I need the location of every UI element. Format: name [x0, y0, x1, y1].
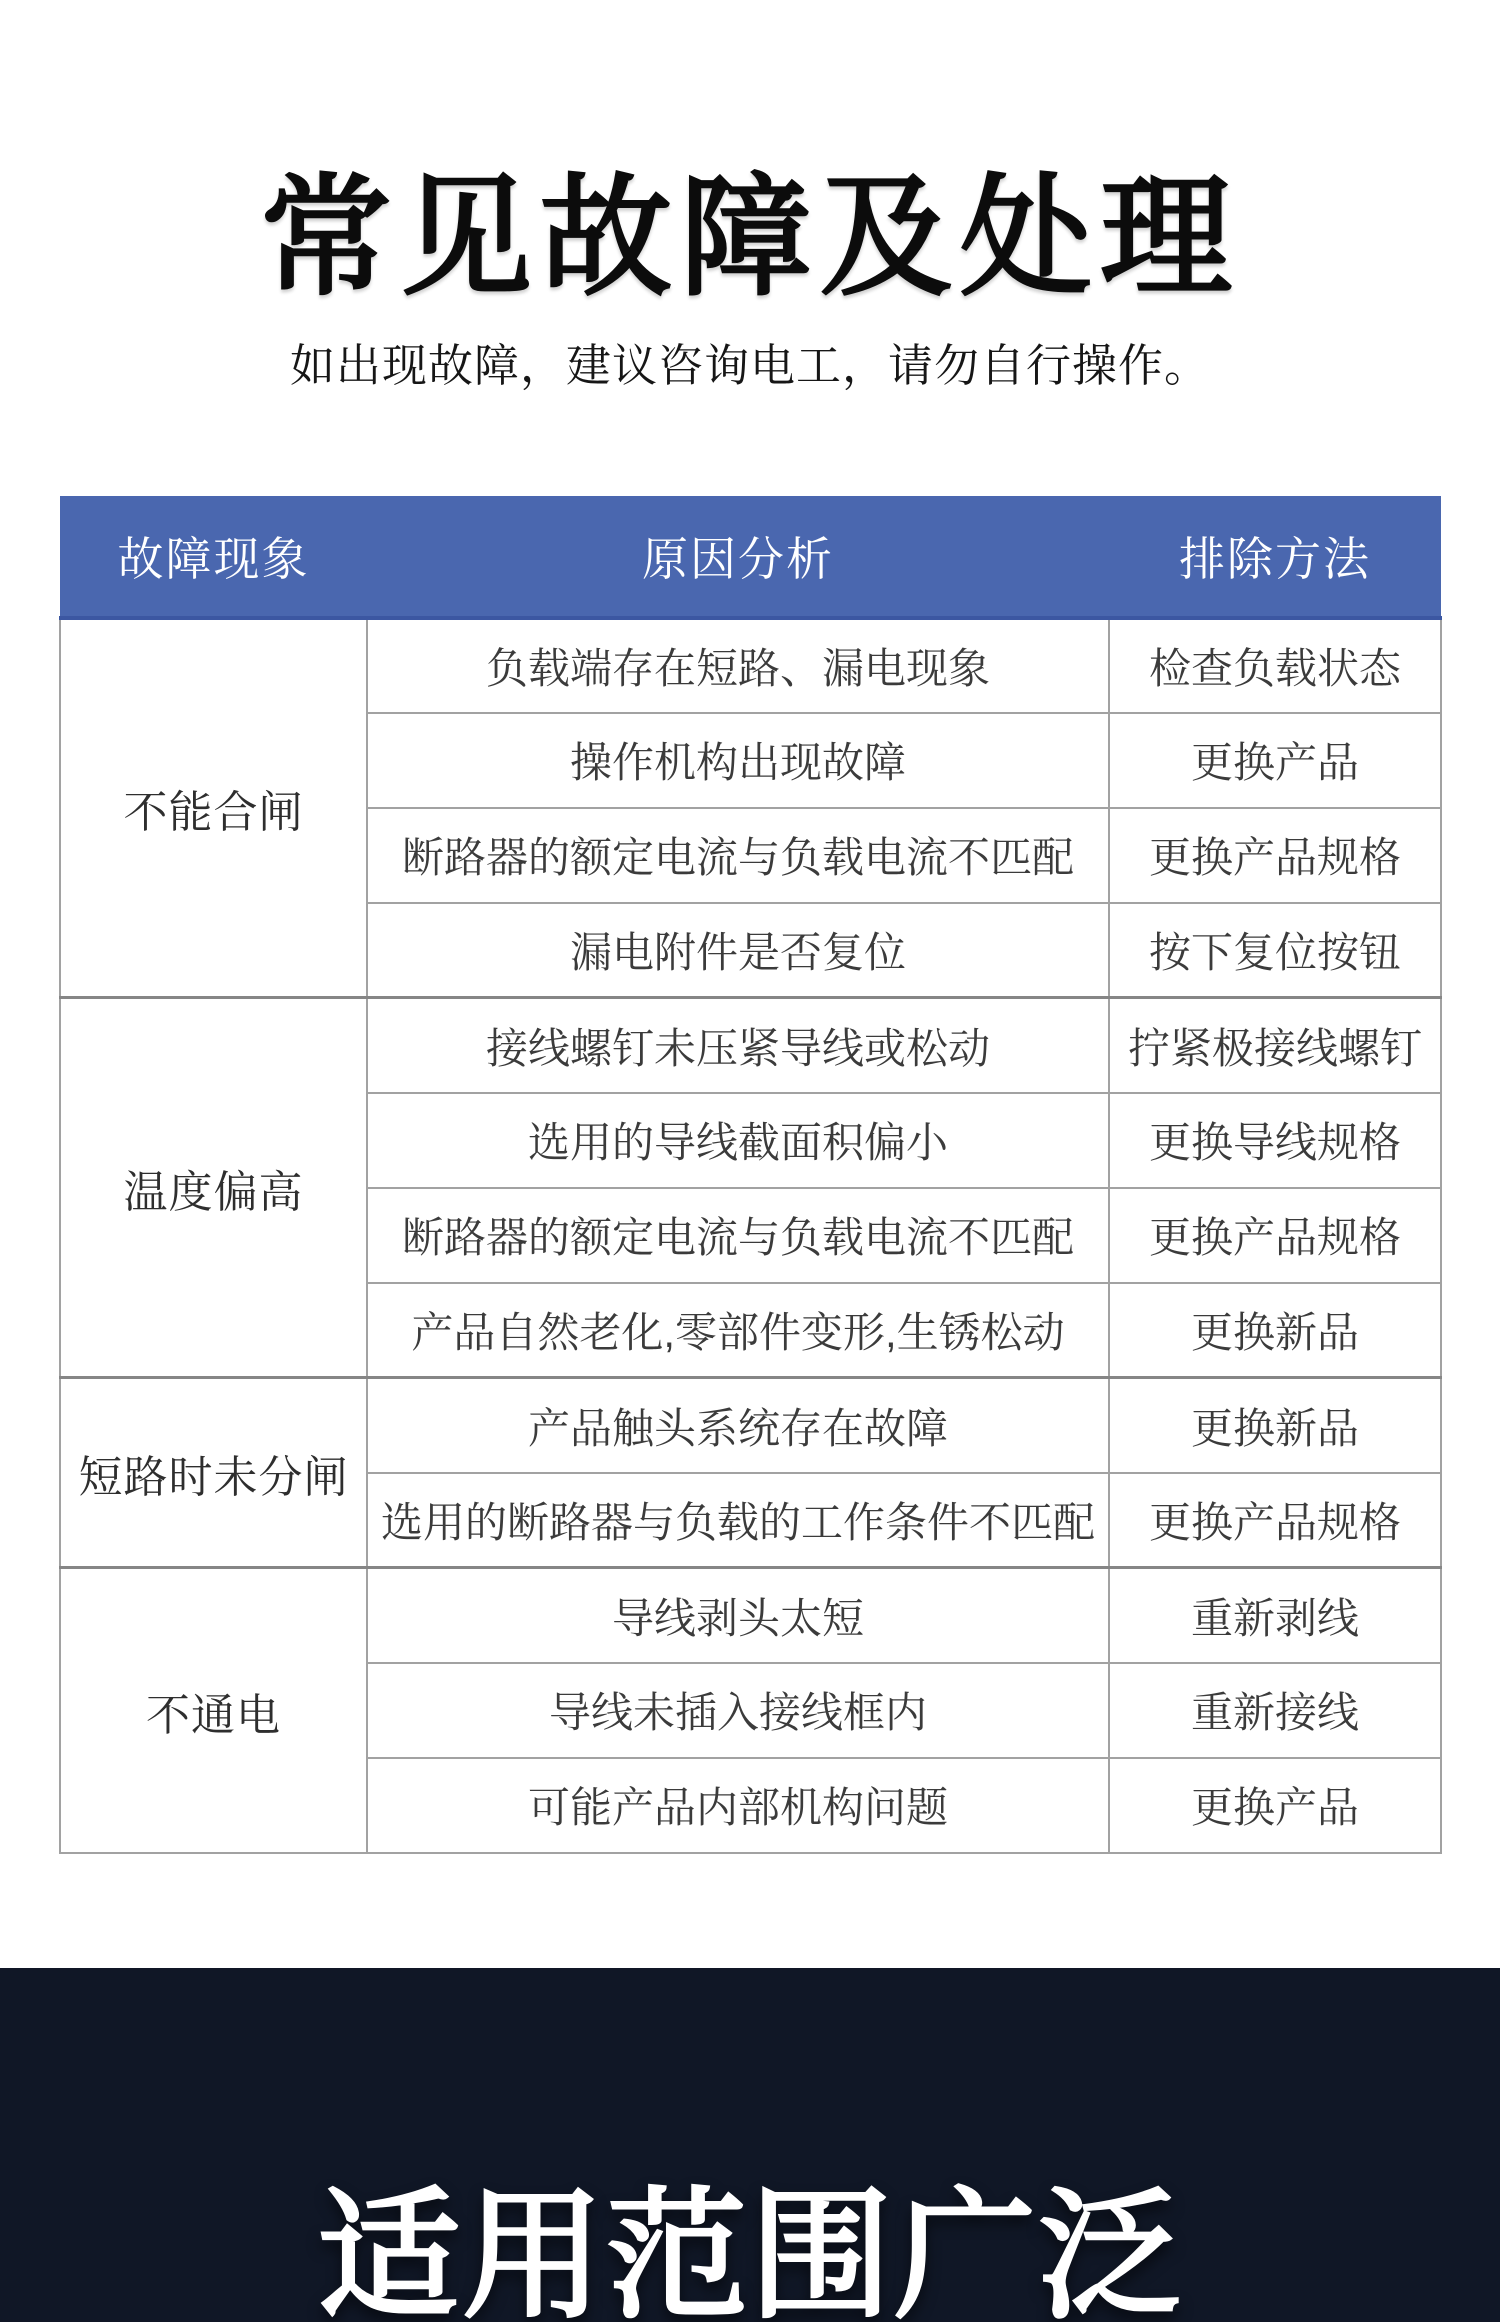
phenomenon-cell: 短路时未分闸 [60, 1378, 367, 1568]
cause-cell: 产品自然老化,零部件变形,生锈松动 [367, 1283, 1109, 1378]
cause-cell: 导线剥头太短 [367, 1568, 1109, 1663]
cause-cell: 选用的导线截面积偏小 [367, 1093, 1109, 1188]
cause-cell: 接线螺钉未压紧导线或松动 [367, 998, 1109, 1093]
cause-cell: 产品触头系统存在故障 [367, 1378, 1109, 1473]
page-title: 常见故障及处理 [260, 164, 1240, 311]
col-header-cause: 原因分析 [367, 496, 1109, 618]
cause-cell: 导线未插入接线框内 [367, 1663, 1109, 1758]
solution-cell: 更换新品 [1109, 1283, 1441, 1378]
solution-cell: 更换导线规格 [1109, 1093, 1441, 1188]
col-header-solution: 排除方法 [1109, 496, 1441, 618]
fault-table-container [59, 496, 1441, 1854]
solution-cell: 更换新品 [1109, 1378, 1441, 1473]
solution-cell: 按下复位按钮 [1109, 903, 1441, 998]
solution-cell: 重新接线 [1109, 1663, 1441, 1758]
cause-cell: 可能产品内部机构问题 [367, 1758, 1109, 1853]
cause-cell: 断路器的额定电流与负载电流不匹配 [367, 808, 1109, 903]
solution-cell: 更换产品规格 [1109, 808, 1441, 903]
phenomenon-cell: 温度偏高 [60, 998, 367, 1378]
table-row [60, 998, 1441, 1093]
cause-cell: 漏电附件是否复位 [367, 903, 1109, 998]
solution-cell: 拧紧极接线螺钉 [1109, 998, 1441, 1093]
solution-cell: 更换产品 [1109, 713, 1441, 808]
footer-banner [0, 1968, 1500, 2322]
phenomenon-cell: 不通电 [60, 1568, 367, 1853]
cause-cell: 负载端存在短路、漏电现象 [367, 618, 1109, 713]
table-row [60, 1568, 1441, 1663]
col-header-phenomenon: 故障现象 [60, 496, 367, 618]
fault-section-header [0, 0, 1500, 392]
fault-table-head [60, 496, 1441, 618]
header-row [60, 496, 1441, 618]
cause-cell: 操作机构出现故障 [367, 713, 1109, 808]
cause-cell: 选用的断路器与负载的工作条件不匹配 [367, 1473, 1109, 1568]
solution-cell: 更换产品规格 [1109, 1188, 1441, 1283]
solution-cell: 重新剥线 [1109, 1568, 1441, 1663]
cause-cell: 断路器的额定电流与负载电流不匹配 [367, 1188, 1109, 1283]
phenomenon-cell: 不能合闸 [60, 618, 367, 998]
fault-table-body [60, 618, 1441, 1853]
solution-cell: 更换产品规格 [1109, 1473, 1441, 1568]
table-row [60, 618, 1441, 713]
table-row [60, 1378, 1441, 1473]
footer-title: 适用范围广泛 [318, 2177, 1182, 2322]
fault-table [59, 496, 1442, 1854]
solution-cell: 更换产品 [1109, 1758, 1441, 1853]
solution-cell: 检查负载状态 [1109, 618, 1441, 713]
page-subtitle: 如出现故障，建议咨询电工，请勿自行操作。 [289, 340, 1210, 391]
